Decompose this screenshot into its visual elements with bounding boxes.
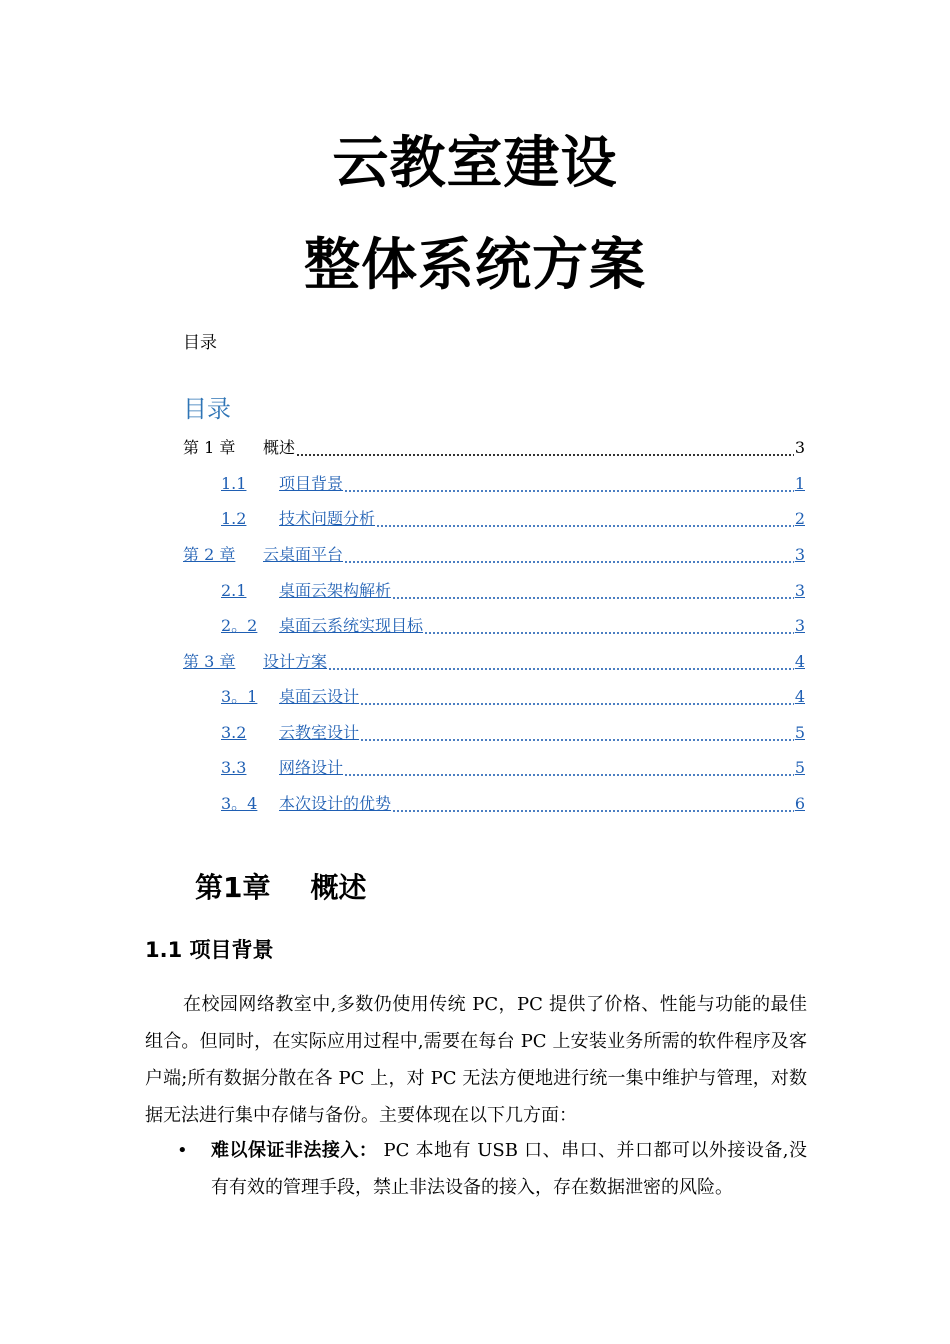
toc-entry-page: 4 <box>794 652 805 671</box>
toc-dot-leader <box>360 687 794 707</box>
toc-dot-leader <box>376 509 794 529</box>
bullet-text: PC 本地有 USB 口、串口、并口都可以外接设备,没有有效的管理手段，禁止非法设备的接入，存在数据泄密的风险。 <box>211 1140 808 1198</box>
toc-entry-text: 桌面云系统实现目标 <box>279 616 424 635</box>
toc-label: 目录 <box>183 333 217 353</box>
toc-entry-text: 概述 <box>263 438 296 457</box>
chapter-title: 概述 <box>310 871 367 904</box>
toc-entry-page: 5 <box>794 758 805 777</box>
toc-entry-page: 3 <box>794 545 805 564</box>
toc-dot-leader <box>360 723 794 743</box>
toc-entry-number: 第 3 章 <box>183 652 236 671</box>
toc-entry-3-3[interactable] <box>221 756 805 778</box>
toc-entry-number: 3.3 <box>221 758 247 777</box>
bullet-label: 难以保证非法接入： <box>211 1140 378 1161</box>
bullet-item <box>145 1132 807 1206</box>
toc-entry-number: 第 2 章 <box>183 545 236 564</box>
toc-entry-number: 第 1 章 <box>183 438 236 457</box>
toc-entry-3-4[interactable] <box>221 792 805 814</box>
toc-dot-leader <box>328 652 794 672</box>
toc-entry-text: 项目背景 <box>279 474 344 493</box>
toc-entry-text: 本次设计的优势 <box>279 794 392 813</box>
toc-entry-text: 网络设计 <box>279 758 344 777</box>
toc-entry-page: 6 <box>794 794 805 813</box>
toc-entry-text: 设计方案 <box>263 652 328 671</box>
toc-entry-text: 技术问题分析 <box>279 509 376 528</box>
toc-entry-page: 3 <box>794 581 805 600</box>
toc-entry-number: 2.1 <box>221 581 247 600</box>
toc-entry-number: 1.1 <box>221 474 247 493</box>
toc-entry-chapter-3[interactable] <box>183 650 805 672</box>
toc-dot-leader <box>424 616 794 636</box>
toc-entry-1-1[interactable] <box>221 472 805 494</box>
chapter-number: 第1章 <box>195 871 271 904</box>
toc-dot-leader <box>344 545 794 565</box>
toc-entry-number: 3。4 <box>221 794 258 813</box>
toc-heading: 目录 <box>183 395 231 423</box>
section-1-1-heading: 1.1 项目背景 <box>145 938 274 962</box>
toc-entry-3-1[interactable] <box>221 685 805 707</box>
toc-entry-page: 4 <box>794 687 805 706</box>
toc-entry-page: 5 <box>794 723 805 742</box>
toc-entry-page: 3 <box>794 616 805 635</box>
toc-dot-leader <box>344 474 794 494</box>
toc-entry-chapter-2[interactable] <box>183 543 805 565</box>
toc-entry-number: 2。2 <box>221 616 258 635</box>
toc-entry-3-2[interactable] <box>221 721 805 743</box>
document-title-line1: 云教室建设 <box>332 131 618 196</box>
toc-entry-2-1[interactable] <box>221 579 805 601</box>
toc-dot-leader <box>392 794 794 814</box>
toc-entry-2-2[interactable] <box>221 614 805 636</box>
toc-entry-number: 3。1 <box>221 687 258 706</box>
toc-entry-text: 桌面云架构解析 <box>279 581 392 600</box>
toc-entry-page: 2 <box>794 509 805 528</box>
toc-entry-1-2[interactable] <box>221 507 805 529</box>
toc-entry-text: 云桌面平台 <box>263 545 344 564</box>
toc-entry-number: 1.2 <box>221 509 247 528</box>
section-1-1-paragraph: 在校园网络教室中,多数仍使用传统 PC，PC 提供了价格、性能与功能的最佳组合。但同时，在实际应用过程中,需要在每台 PC 上安装业务所需的软件程序及客户端;所有数据分散在各 PC 上，对 PC 无法方便地进行统一集中维护与管理，对数据无法进行集中存储与备份。主要体现在以下几方面： <box>145 994 807 1126</box>
toc-entry-number: 3.2 <box>221 723 247 742</box>
toc-entry-text: 云教室设计 <box>279 723 360 742</box>
toc-dot-leader <box>392 581 794 601</box>
chapter-1-heading <box>195 870 367 906</box>
toc-dot-leader <box>344 758 794 778</box>
toc-entry-text: 桌面云设计 <box>279 687 360 706</box>
toc-entry-page: 3 <box>794 438 805 457</box>
toc-entry-page: 1 <box>794 474 805 493</box>
toc-entry-chapter-1[interactable] <box>183 436 805 458</box>
bullet-icon: • <box>177 1140 188 1161</box>
document-title-line2: 整体系统方案 <box>304 233 646 298</box>
toc-dot-leader <box>296 438 794 458</box>
bullet-body <box>211 1132 807 1206</box>
